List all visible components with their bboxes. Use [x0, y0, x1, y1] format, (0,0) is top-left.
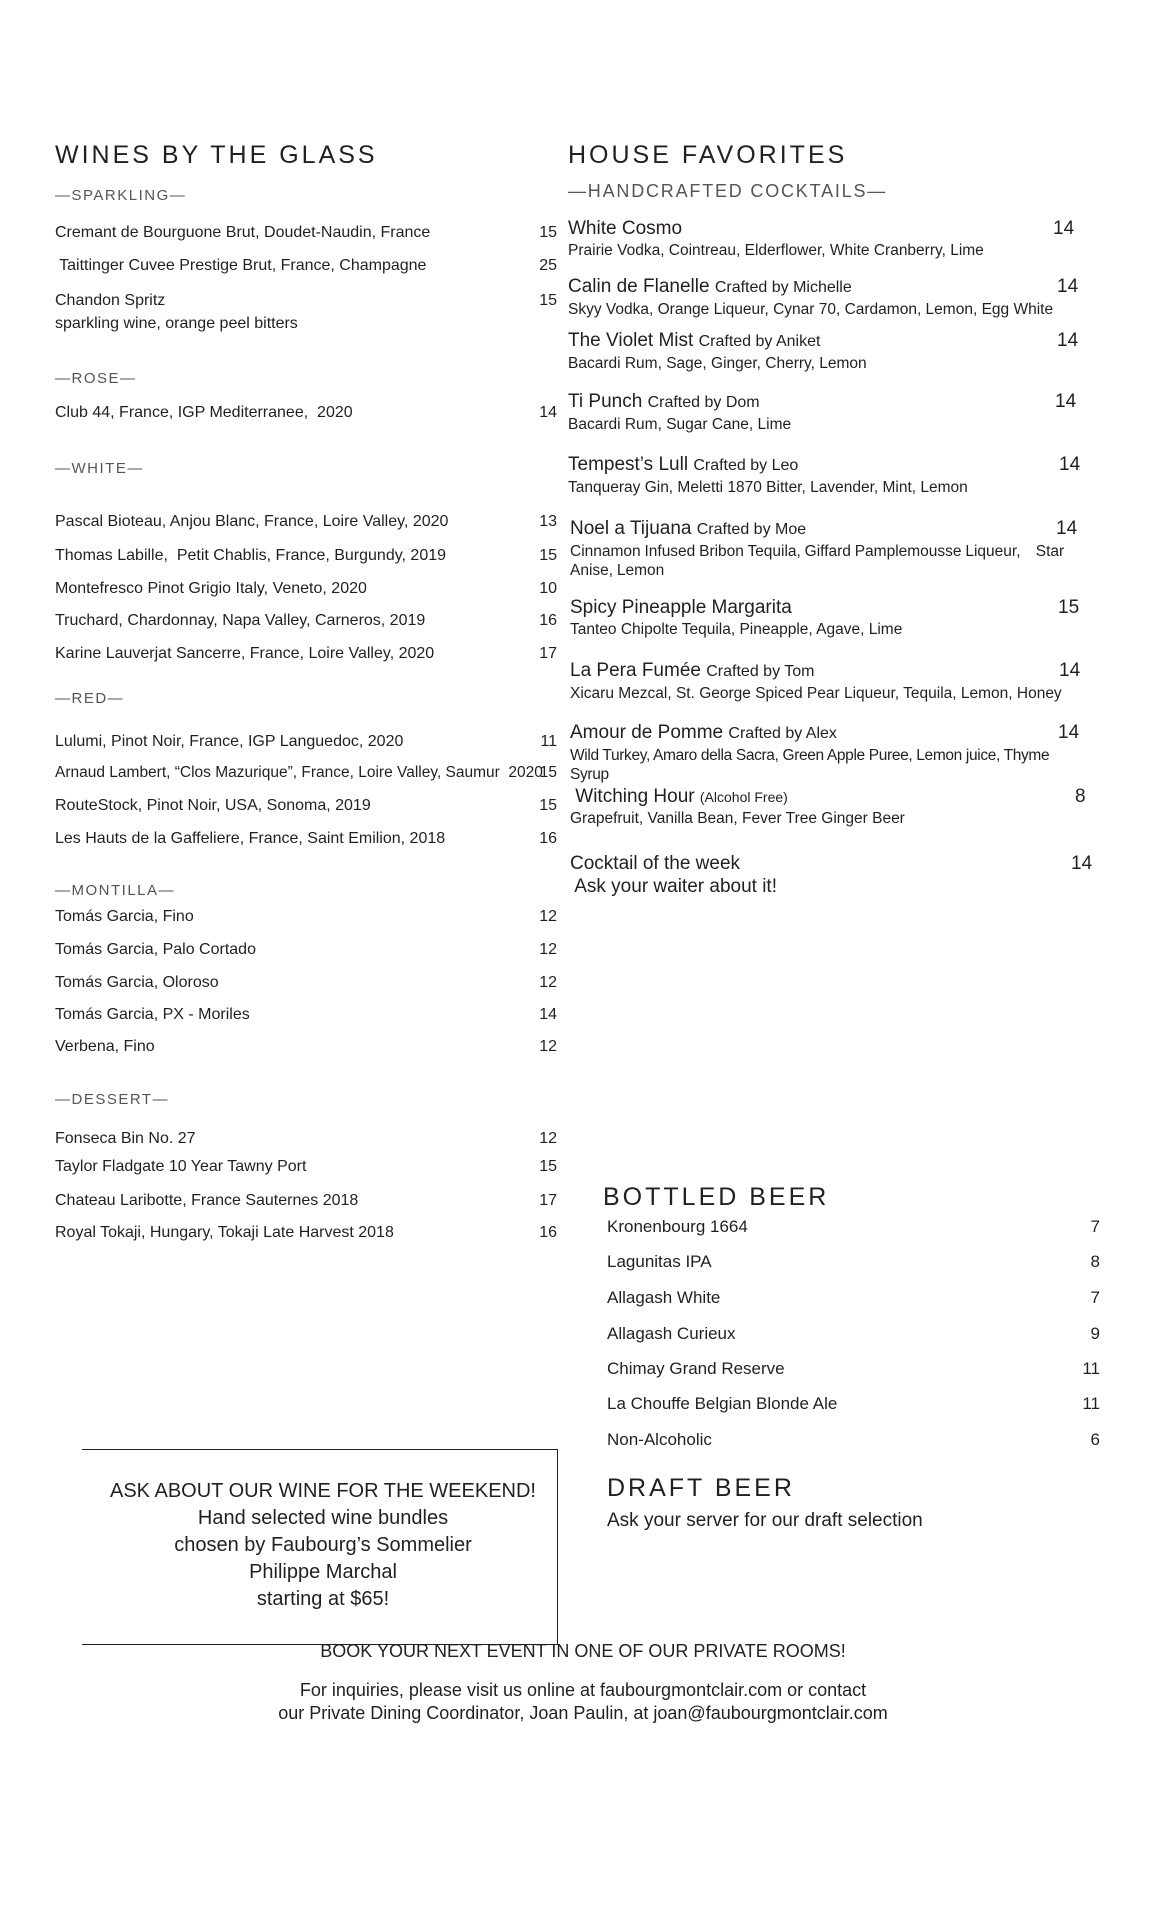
wine-name: Thomas Labille, Petit Chablis, France, Burgundy, 2019 [55, 547, 447, 564]
wine-price: 14 [539, 1006, 557, 1023]
cocktail-crafted-by: Crafted by Dom [647, 394, 760, 411]
beer-price: 11 [1082, 1394, 1100, 1413]
beer-name: Allagash Curieux [607, 1324, 736, 1343]
wine-item [55, 1129, 557, 1149]
wine-item [55, 256, 557, 276]
wine-name: Taittinger Cuvee Prestige Brut, France, Champagne [55, 257, 427, 274]
wine-item [55, 940, 557, 960]
rose-heading: —ROSE— [55, 370, 137, 387]
wine-price: 17 [539, 1192, 557, 1209]
wine-price: 12 [539, 1038, 557, 1055]
cocktail-ingredients: Bacardi Rum, Sugar Cane, Lime [568, 416, 792, 433]
cocktail-ingredients: Xicaru Mezcal, St. George Spiced Pear Liqueur, Tequila, Lemon, Honey [570, 685, 1062, 702]
wine-name: Tomás Garcia, Oloroso [55, 974, 219, 991]
cocktail-name: Tempest’s Lull [568, 454, 689, 475]
cocktail-name: La Pera Fumée [570, 660, 701, 681]
beer-item [607, 1324, 1100, 1344]
promo-line: Hand selected wine bundles [197, 1507, 449, 1529]
cocktail-price: 15 [1058, 597, 1080, 618]
cocktail-name: Amour de Pomme [570, 722, 724, 743]
cocktail-crafted-by: Crafted by Moe [696, 521, 807, 538]
wine-item [55, 1005, 557, 1025]
wine-name: Tomás Garcia, PX - Moriles [55, 1006, 250, 1023]
wine-price: 12 [539, 908, 557, 925]
wine-name: Arnaud Lambert, “Clos Mazurique”, France, Loire Valley, Saumur 2020 [55, 764, 543, 781]
wine-name: Lulumi, Pinot Noir, France, IGP Languedoc, 2020 [55, 733, 404, 750]
beer-name: Kronenbourg 1664 [607, 1217, 748, 1236]
wine-item [55, 1157, 557, 1177]
beer-name: Chimay Grand Reserve [607, 1359, 785, 1378]
cocktail-item [570, 786, 1086, 828]
wine-name: Chandon Spritz [55, 292, 166, 309]
wine-name: Royal Tokaji, Hungary, Tokaji Late Harvest 2018 [55, 1224, 394, 1241]
wine-name: Club 44, France, IGP Mediterranee, 2020 [55, 404, 353, 421]
cocktail-crafted-by: Crafted by Michelle [714, 279, 852, 296]
wine-name: Karine Lauverjat Sancerre, France, Loire Valley, 2020 [55, 645, 435, 662]
cocktail-crafted-by: Crafted by Aniket [698, 333, 821, 350]
beer-price: 7 [1090, 1217, 1100, 1236]
beer-item [607, 1217, 1100, 1237]
wine-item [55, 644, 557, 664]
cocktail-ingredients: Grapefruit, Vanilla Bean, Fever Tree Ginger Beer [570, 810, 905, 827]
beer-price: 8 [1090, 1252, 1100, 1271]
wine-price: 15 [539, 797, 557, 814]
beer-item [607, 1252, 1100, 1272]
wine-item [55, 796, 557, 816]
beer-item [607, 1394, 1100, 1414]
wine-item [55, 289, 557, 335]
cocktail-price: 14 [1056, 518, 1078, 539]
cocktail-item [570, 660, 1080, 703]
inquiry-line: For inquiries, please visit us online at faubourgmontclair.com or contact [299, 1680, 867, 1700]
cocktail-price: 14 [1071, 853, 1093, 874]
wine-name: Chateau Laribotte, France Sauternes 2018 [55, 1192, 359, 1209]
favorites-title: HOUSE FAVORITES [568, 141, 848, 169]
dessert-heading: —DESSERT— [55, 1091, 170, 1108]
cocktail-name: Spicy Pineapple Margarita [570, 597, 792, 618]
wine-name: Truchard, Chardonnay, Napa Valley, Carneros, 2019 [55, 612, 426, 629]
cocktail-price: 8 [1075, 786, 1086, 807]
cocktail-name: Cocktail of the week [570, 853, 741, 874]
cocktail-item [570, 597, 1080, 639]
wine-item [55, 973, 557, 993]
cocktail-alcohol-free: (Alcohol Free) [699, 789, 788, 805]
cocktail-name: Ti Punch [568, 391, 643, 412]
wine-item [55, 223, 557, 243]
cocktail-item [568, 391, 1078, 434]
wine-price: 13 [539, 513, 557, 530]
wine-description: sparkling wine, orange peel bitters [55, 315, 298, 332]
cocktail-ingredients: Bacardi Rum, Sage, Ginger, Cherry, Lemon [568, 355, 867, 372]
wine-price: 12 [539, 1130, 557, 1147]
beer-price: 9 [1090, 1324, 1100, 1343]
cocktail-name: Noel a Tijuana [570, 518, 692, 539]
wine-price: 16 [539, 612, 557, 629]
cocktail-item [568, 218, 1078, 260]
wine-price: 15 [539, 292, 557, 309]
wine-item [55, 732, 557, 752]
draft-beer-note: Ask your server for our draft selection [607, 1510, 923, 1531]
wine-item [55, 546, 557, 566]
wine-price: 14 [539, 404, 557, 421]
cocktail-price: 14 [1059, 660, 1081, 681]
wine-price: 25 [539, 257, 557, 274]
wine-price: 12 [539, 974, 557, 991]
wine-name: Taylor Fladgate 10 Year Tawny Port [55, 1158, 307, 1175]
beer-price: 7 [1090, 1288, 1100, 1307]
beer-name: Lagunitas IPA [607, 1252, 712, 1271]
cocktail-ingredients: Prairie Vodka, Cointreau, Elderflower, White Cranberry, Lime [568, 242, 984, 259]
wine-name: RouteStock, Pinot Noir, USA, Sonoma, 2019 [55, 797, 371, 814]
inquiry-line: our Private Dining Coordinator, Joan Paulin, at joan@faubourgmontclair.com [278, 1703, 888, 1723]
wine-price: 15 [539, 547, 557, 564]
wine-name: Verbena, Fino [55, 1038, 155, 1055]
wine-name: Pascal Bioteau, Anjou Blanc, France, Loire Valley, 2020 [55, 513, 449, 530]
cocktail-ingredients: Wild Turkey, Amaro della Sacra, Green Apple Puree, Lemon juice, Thyme Syrup [570, 747, 1050, 783]
cocktail-item [570, 722, 1080, 784]
wines-title: WINES BY THE GLASS [55, 141, 378, 169]
cocktail-price: 14 [1057, 276, 1079, 297]
wine-item [55, 1037, 557, 1057]
cocktail-item [568, 276, 1078, 319]
cocktail-name: White Cosmo [568, 218, 683, 239]
wine-item [55, 579, 557, 599]
wine-item [55, 512, 557, 532]
beer-name: La Chouffe Belgian Blonde Ale [607, 1394, 838, 1413]
beer-item [607, 1288, 1100, 1308]
promo-line: chosen by Faubourg’s Sommelier [174, 1534, 472, 1556]
promo-line: starting at $65! [256, 1588, 390, 1610]
wine-price: 15 [539, 764, 557, 781]
cocktail-ingredients: Cinnamon Infused Bribon Tequila, Giffard Pamplemousse Liqueur, Star Anise, Lemon [570, 543, 1068, 579]
cocktail-crafted-by: Crafted by Tom [706, 663, 815, 680]
wine-price: 15 [539, 224, 557, 241]
cocktail-crafted-by: Crafted by Alex [728, 725, 837, 742]
wine-item [55, 1191, 557, 1211]
cocktail-name: Witching Hour [570, 786, 695, 807]
wine-item [55, 403, 557, 423]
cocktail-price: 14 [1059, 454, 1081, 475]
beer-item [607, 1359, 1100, 1379]
cocktails-subtitle: —HANDCRAFTED COCKTAILS— [568, 181, 888, 201]
cocktail-item [568, 454, 1081, 497]
cocktail-item [570, 518, 1080, 580]
wine-price: 16 [539, 830, 557, 847]
wine-price: 11 [540, 733, 557, 750]
wine-name: Les Hauts de la Gaffeliere, France, Saint Emilion, 2018 [55, 830, 446, 847]
wine-price: 16 [539, 1224, 557, 1241]
beer-name: Non-Alcoholic [607, 1430, 712, 1449]
promo-headline: ASK ABOUT OUR WINE FOR THE WEEKEND! [110, 1480, 536, 1502]
wine-item [55, 907, 557, 927]
cocktail-item [570, 853, 1093, 898]
wine-name: Tomás Garcia, Fino [55, 908, 194, 925]
beer-price: 6 [1090, 1430, 1100, 1449]
white-heading: —WHITE— [55, 460, 144, 477]
cocktail-crafted-by: Crafted by Leo [693, 457, 799, 474]
montilla-heading: —MONTILLA— [55, 882, 176, 899]
beer-price: 11 [1082, 1359, 1100, 1378]
cocktail-price: 14 [1057, 330, 1079, 351]
beer-item [607, 1430, 1100, 1450]
wine-item [55, 611, 557, 631]
cocktail-price: 14 [1053, 218, 1075, 239]
wine-item [55, 763, 557, 783]
wine-name: Montefresco Pinot Grigio Italy, Veneto, 2020 [55, 580, 367, 597]
red-heading: —RED— [55, 690, 125, 707]
bottled-beer-title: BOTTLED BEER [603, 1183, 830, 1211]
wine-name: Fonseca Bin No. 27 [55, 1130, 196, 1147]
wine-price: 17 [539, 645, 557, 662]
wine-item [55, 829, 557, 849]
wine-price: 15 [539, 1158, 557, 1175]
wine-price: 12 [539, 941, 557, 958]
wine-name: Cremant de Bourguone Brut, Doudet-Naudin, France [55, 224, 431, 241]
sparkling-heading: —SPARKLING— [55, 187, 187, 204]
draft-beer-title: DRAFT BEER [607, 1474, 795, 1502]
cocktail-ingredients: Skyy Vodka, Orange Liqueur, Cynar 70, Cardamon, Lemon, Egg White [568, 301, 1054, 318]
cocktail-ingredients: Tanqueray Gin, Meletti 1870 Bitter, Lavender, Mint, Lemon [568, 479, 968, 496]
cocktail-price: 14 [1055, 391, 1077, 412]
wine-name: Tomás Garcia, Palo Cortado [55, 941, 256, 958]
promo-line: Philippe Marchal [249, 1561, 397, 1583]
promo-text [88, 1478, 558, 1613]
cocktail-ingredients: Tanteo Chipolte Tequila, Pineapple, Agave, Lime [570, 621, 903, 638]
private-events-line: BOOK YOUR NEXT EVENT IN ONE OF OUR PRIVATE ROOMS! [320, 1641, 846, 1661]
cocktail-name: The Violet Mist [568, 330, 694, 351]
beer-name: Allagash White [607, 1288, 721, 1307]
cocktail-item [568, 330, 1078, 373]
wine-price: 10 [539, 580, 557, 597]
cocktail-name: Calin de Flanelle [568, 276, 710, 297]
wine-item [55, 1223, 557, 1243]
cocktail-ingredients: Ask your waiter about it! [570, 876, 777, 897]
cocktail-price: 14 [1058, 722, 1080, 743]
